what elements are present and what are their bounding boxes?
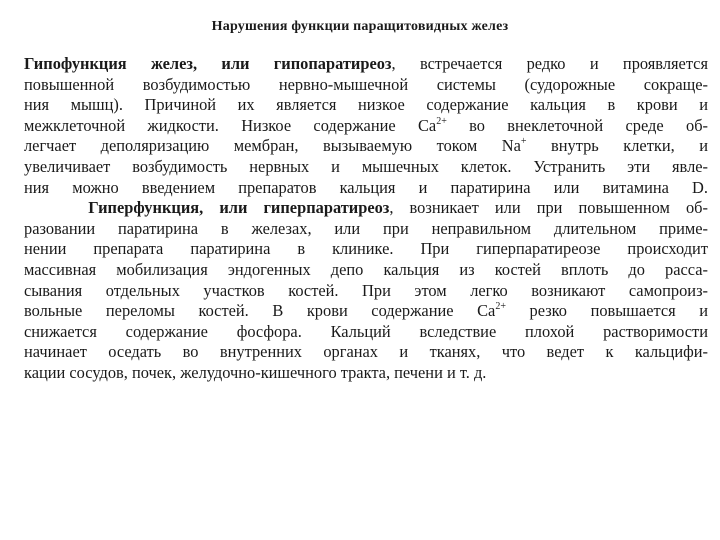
document-body bbox=[24, 54, 708, 384]
page-title: Нарушения функции паращитовидных желез bbox=[211, 19, 509, 34]
bold-term: Гиперфункция, или гиперпаратиреоз bbox=[88, 198, 390, 218]
text-line bbox=[24, 136, 708, 157]
text-run: массивная мобилизация эндогенных депо кальция из костей вплоть до расса- bbox=[24, 259, 708, 279]
text-run: кации сосудов, почек, желудочно-кишечного тракта, печени и т. д. bbox=[24, 362, 487, 382]
text-run: разовании паратирина в железах, или при неправильном длительном приме- bbox=[24, 218, 708, 238]
text-line bbox=[24, 219, 708, 240]
superscript: 2+ bbox=[495, 301, 506, 313]
text-run bbox=[24, 198, 88, 217]
text-run: повышенной возбудимостью нервно-мышечной системы (судорожные сокраще- bbox=[24, 74, 708, 94]
text-line bbox=[24, 281, 708, 302]
text-line bbox=[24, 322, 708, 343]
text-line bbox=[24, 260, 708, 281]
text-line bbox=[24, 301, 708, 322]
text-line bbox=[24, 239, 708, 260]
text-line bbox=[24, 198, 708, 219]
text-line bbox=[24, 363, 708, 384]
text-run: начинает оседать во внутренних органах и тканях, что ведет к кальцифи- bbox=[24, 342, 708, 362]
text-line bbox=[24, 157, 708, 178]
text-run: внутрь клетки, и bbox=[526, 136, 709, 156]
superscript: + bbox=[520, 136, 527, 148]
text-run: сывания отдельных участков костей. При этом легко возникают самопроиз- bbox=[24, 280, 708, 300]
text-run: ния можно введением препаратов кальция и паратирина или витамина D. bbox=[24, 177, 708, 197]
text-run: снижается содержание фосфора. Кальций вследствие плохой растворимости bbox=[24, 321, 708, 341]
text-run: ния мышц). Причиной их является низкое содержание кальция в крови и bbox=[24, 95, 708, 115]
bold-term: Гипофункция желез, или гипопаратиреоз bbox=[24, 54, 392, 73]
text-run: во внеклеточной среде об- bbox=[446, 115, 708, 135]
text-run: , встречается редко и проявляется bbox=[391, 54, 708, 73]
text-run: , возникает или при повышенном об- bbox=[389, 198, 708, 218]
text-line bbox=[24, 116, 708, 137]
text-line bbox=[24, 178, 708, 199]
text-line bbox=[24, 54, 708, 75]
text-run: резко повышается и bbox=[505, 301, 708, 321]
text-line bbox=[24, 75, 708, 96]
text-run: легчает деполяризацию мембран, вызываемую током Na bbox=[24, 136, 521, 156]
superscript: 2+ bbox=[436, 115, 447, 127]
text-run: нении препарата паратирина в клинике. При гиперпаратиреозе происходит bbox=[24, 239, 708, 259]
text-run: вольные переломы костей. В крови содержание Ca bbox=[24, 301, 496, 321]
text-run: увеличивает возбудимость нервных и мышечных клеток. Устранить эти явле- bbox=[24, 156, 708, 176]
text-line bbox=[24, 342, 708, 363]
text-run: межклеточной жидкости. Низкое содержание Ca bbox=[24, 115, 437, 135]
text-line bbox=[24, 95, 708, 116]
